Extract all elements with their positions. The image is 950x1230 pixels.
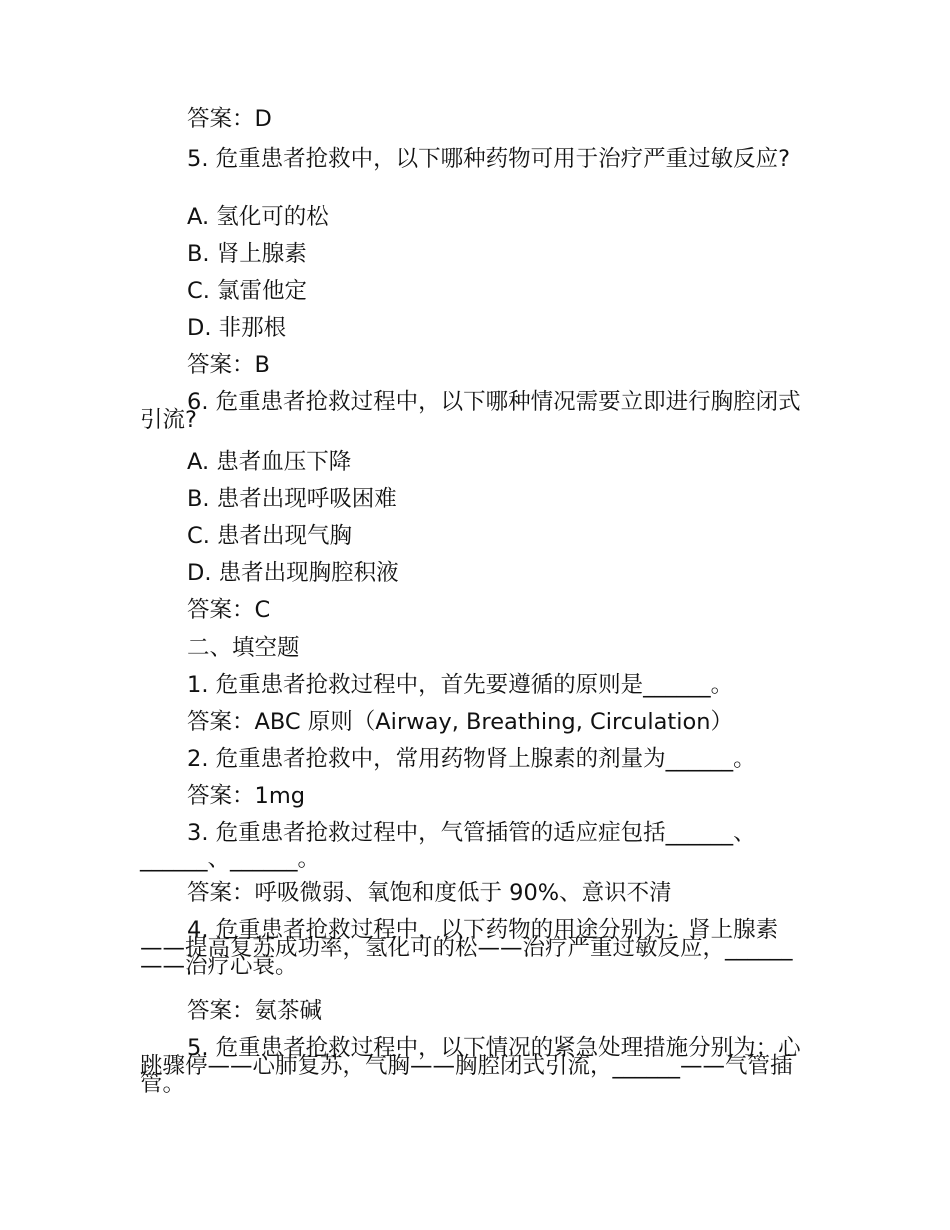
fill-question-3: 3. 危重患者抢救过程中，气管插管的适应症包括______、______、______。 xyxy=(140,820,756,872)
fill-answer-3: 答案：呼吸微弱、氧饱和度低于 90%、意识不清 xyxy=(187,880,672,906)
fill-question-4: 4. 危重患者抢救过程中，以下药物的用途分别为：肾上腺素——提高复苏成功率，氢化可的松——治疗严重过敏反应，______——治疗心衰。 xyxy=(140,917,793,979)
fill-question-2: 2. 危重患者抢救中，常用药物肾上腺素的剂量为______。 xyxy=(187,746,756,772)
q6-option-a: A. 患者血压下降 xyxy=(187,449,352,475)
q5-option-a: A. 氢化可的松 xyxy=(187,204,329,230)
q5-option-b: B. 肾上腺素 xyxy=(187,241,307,267)
q5-option-c: C. 氯雷他定 xyxy=(187,278,308,304)
fill-question-5: 5. 危重患者抢救过程中，以下情况的紧急处理措施分别为：心跳骤停——心肺复苏，气胸——胸腔闭式引流，______——气管插管。 xyxy=(140,1035,801,1097)
fill-answer-2: 答案：1mg xyxy=(187,783,306,809)
section-heading-fill-in: 二、填空题 xyxy=(187,635,300,661)
q6-option-d: D. 患者出现胸腔积液 xyxy=(187,560,399,586)
q6-option-b: B. 患者出现呼吸困难 xyxy=(187,486,397,512)
question-5: 5. 危重患者抢救中，以下哪种药物可用于治疗严重过敏反应? xyxy=(187,146,791,172)
q5-option-d: D. 非那根 xyxy=(187,315,287,341)
fill-question-1: 1. 危重患者抢救过程中，首先要遵循的原则是______。 xyxy=(187,672,734,698)
answer-q4: 答案：D xyxy=(187,106,272,132)
answer-q6: 答案：C xyxy=(187,597,271,623)
answer-q5: 答案：B xyxy=(187,352,270,378)
question-6: 6. 危重患者抢救过程中，以下哪种情况需要立即进行胸腔闭式引流? xyxy=(140,389,801,433)
q6-option-c: C. 患者出现气胸 xyxy=(187,523,353,549)
fill-answer-1: 答案：ABC 原则（Airway, Breathing, Circulation） xyxy=(187,709,733,735)
fill-answer-4: 答案：氨茶碱 xyxy=(187,998,323,1024)
